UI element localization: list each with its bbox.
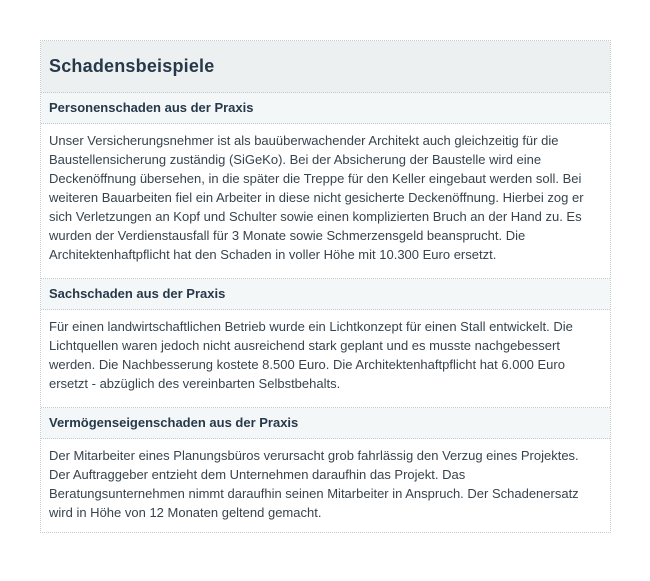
panel-title-row xyxy=(41,41,610,93)
section-body-personenschaden: Unser Versicherungsnehmer ist als bauüberwachender Architekt auch gleichzeitig für die Baustellensicherung zuständig (SiGeKo). Bei der Absicherung der Baustelle wird eine Deckenöffnung übersehen, in die später die Treppe für den Keller eingebaut werden soll. Bei weiteren Bauarbeiten fiel ein Arbeiter in diese nicht gesicherte Deckenöffnung. Hierbei zog er sich Verletzungen an Kopf und Schulter sowie einen komplizierten Bruch an der Hand zu. Es wurden der Verdienstausfall für 3 Monate sowie Schmerzensgeld beansprucht. Die Architektenhaftpflicht hat den Schaden in voller Höhe mit 10.300 Euro ersetzt. xyxy=(41,124,610,279)
section-body-vermoegenseigenschaden: Der Mitarbeiter eines Planungsbüros verursacht grob fahrlässig den Verzug eines Projektes. Der Auftraggeber entzieht dem Unternehmen daraufhin das Projekt. Das Beratungsunternehmen nimmt daraufhin seinen Mitarbeiter in Anspruch. Der Schadenersatz wird in Höhe von 12 Monaten geltend gemacht. xyxy=(41,439,610,532)
damage-examples-panel xyxy=(40,40,611,533)
section-sachschaden xyxy=(41,279,610,408)
section-body-sachschaden: Für einen landwirtschaftlichen Betrieb wurde ein Lichtkonzept für einen Stall entwickelt. Die Lichtquellen waren jedoch nicht ausreichend stark geplant und es musste nachgebessert werden. Die Nachbesserung kostete 8.500 Euro. Die Architektenhaftpflicht hat 6.000 Euro ersetzt - abzüglich des vereinbarten Selbstbehalts. xyxy=(41,310,610,408)
section-heading-vermoegenseigenschaden: Vermögenseigenschaden aus der Praxis xyxy=(41,408,610,439)
section-heading-personenschaden: Personenschaden aus der Praxis xyxy=(41,93,610,124)
section-heading-sachschaden: Sachschaden aus der Praxis xyxy=(41,279,610,310)
section-vermoegenseigenschaden xyxy=(41,408,610,532)
section-personenschaden xyxy=(41,93,610,279)
page-title: Schadensbeispiele xyxy=(49,56,215,76)
